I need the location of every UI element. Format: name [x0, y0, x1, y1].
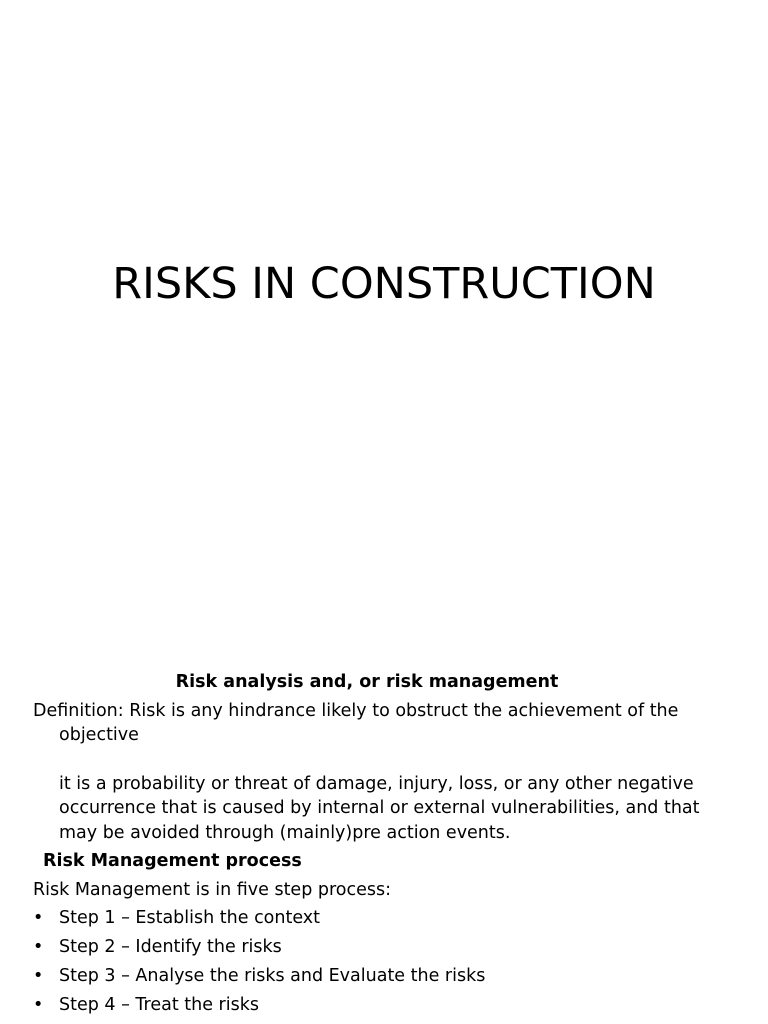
step-label: Step 4 – Treat the risks	[59, 995, 259, 1015]
slide-title: RISKS IN CONSTRUCTION	[112, 259, 656, 309]
process-intro: Risk Management is in five step process:	[33, 879, 392, 900]
steps-list	[33, 906, 733, 1022]
list-item	[33, 906, 733, 935]
bullet-icon: •	[33, 995, 44, 1015]
slide-body	[33, 670, 733, 1022]
probability-paragraph: it is a probability or threat of damage, injury, loss, or any other negative occurrence that is caused by internal or external vulnerabilities, and that may be avoided through (mainly)pre action events.	[59, 773, 700, 843]
definition-paragraph: Definition: Risk is any hindrance likely to obstruct the achievement of the objective	[33, 700, 679, 745]
bullet-icon: •	[33, 908, 44, 928]
step-label: Step 2 – Identify the risks	[59, 937, 282, 957]
bullet-icon: •	[33, 966, 44, 986]
process-heading: Risk Management process	[43, 851, 302, 871]
list-item	[33, 993, 733, 1022]
bullet-icon: •	[33, 937, 44, 957]
step-label: Step 1 – Establish the context	[59, 908, 321, 928]
step-label: Step 3 – Analyse the risks and Evaluate the risks	[59, 966, 486, 986]
list-item	[33, 964, 733, 993]
list-item	[33, 935, 733, 964]
section-heading: Risk analysis and, or risk management	[175, 672, 559, 692]
